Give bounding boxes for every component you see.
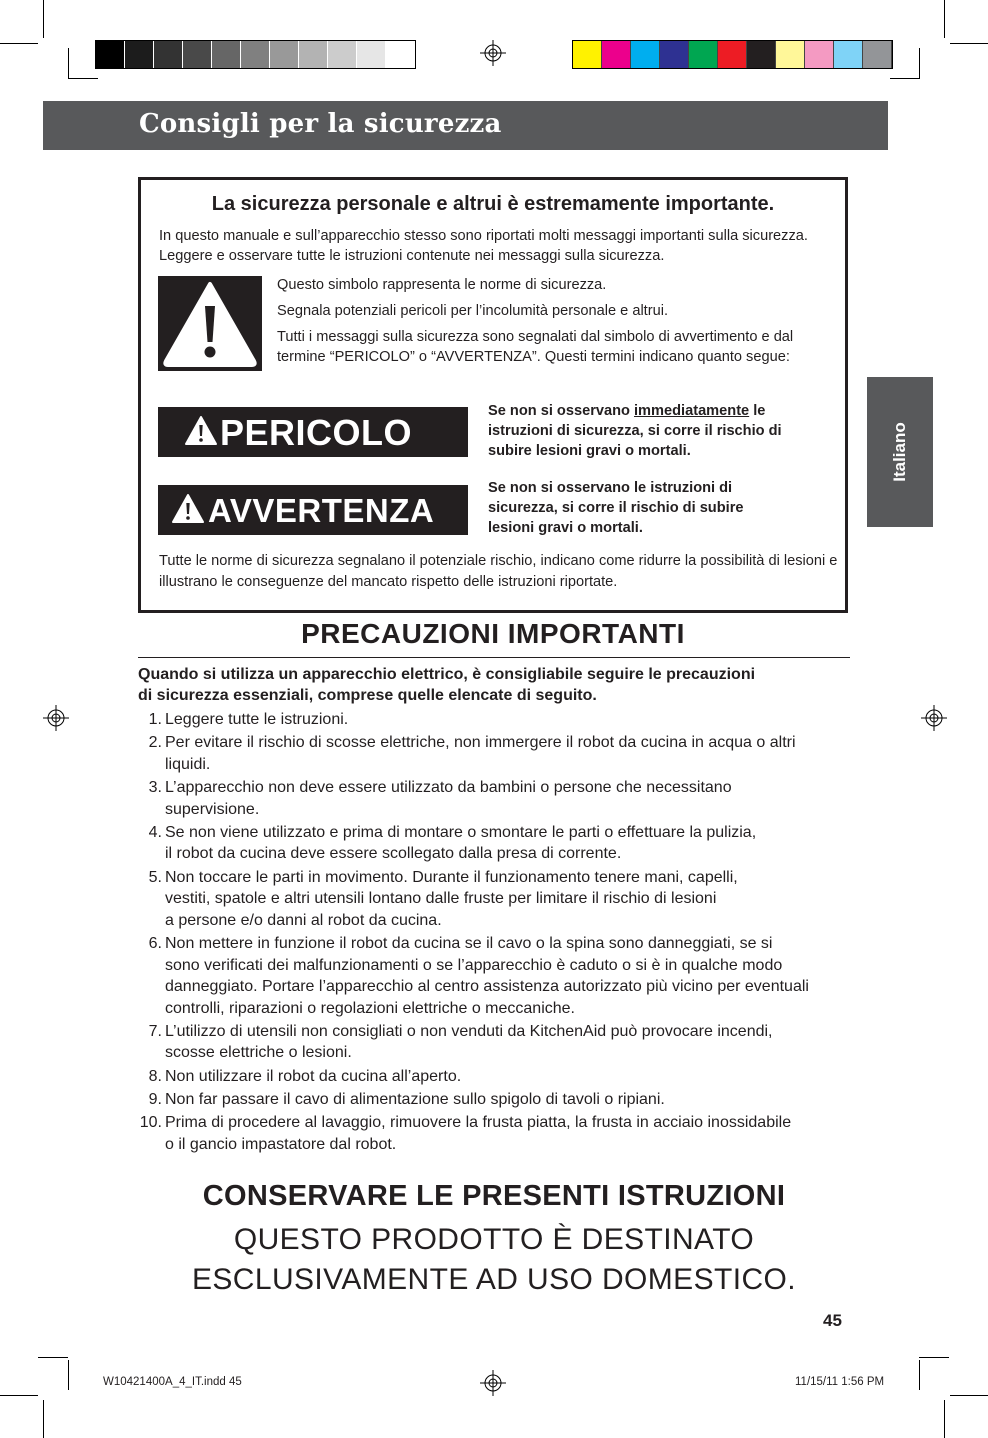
precautions-title: PRECAUZIONI IMPORTANTI (301, 618, 685, 649)
registration-mark-icon (480, 1370, 506, 1396)
list-item-text: controlli, riparazioni o regolazioni elettriche o meccaniche. (165, 999, 575, 1017)
list-item-number: 5. (148, 868, 162, 886)
list-item (138, 1021, 850, 1064)
registration-mark-icon (480, 40, 506, 66)
slug-datetime: 11/15/11 1:56 PM (795, 1376, 885, 1388)
color-swatch (299, 41, 328, 68)
color-swatch (96, 41, 125, 68)
color-swatch (573, 41, 602, 68)
warning-triangle-icon (184, 415, 218, 447)
safety-box (138, 177, 848, 613)
color-swatch (154, 41, 183, 68)
list-item-number: 7. (148, 1022, 162, 1040)
list-item-text: Non far passare il cavo di alimentazione sullo spigolo di tavoli o ripiani. (165, 1090, 665, 1108)
list-item-number: 8. (148, 1067, 162, 1085)
color-swatch (689, 41, 718, 68)
list-item-text: a persone e/o danni al robot da cucina. (165, 911, 442, 929)
grayscale-bar (95, 40, 416, 69)
warning-word: AVVERTENZA (208, 492, 435, 529)
household-use-notice (138, 1220, 850, 1300)
color-swatch (386, 41, 415, 68)
color-swatch (834, 41, 863, 68)
symbol-line: Tutti i messaggi sulla sicurezza sono segnalati dal simbolo di avvertimento e dal termine “PERICOLO” o “AVVERTENZA”. Questi termini indicano quanto segue: (277, 329, 794, 365)
list-item-text: Leggere tutte le istruzioni. (165, 711, 349, 728)
lead-line: Quando si utilizza un apparecchio elettrico, è consigliabile seguire le precauzioni (138, 666, 756, 683)
list-item-text: danneggiato. Portare l’apparecchio al centro assistenza autorizzato più vicino per eventuali (165, 978, 809, 996)
list-item (138, 732, 850, 775)
safety-title: La sicurezza personale e altrui è estremamente importante. (211, 193, 775, 215)
color-swatch (660, 41, 689, 68)
color-swatch (125, 41, 154, 68)
list-item (138, 709, 850, 731)
list-item (138, 777, 850, 820)
list-item-number: 9. (148, 1090, 162, 1108)
save-instructions-notice: CONSERVARE LE PRESENTI ISTRUZIONI (202, 1180, 786, 1212)
list-item-text: L’utilizzo di utensili non consigliati o non venduti da KitchenAid può provocare incendi, (165, 1022, 773, 1040)
color-swatch (718, 41, 747, 68)
warning-description: Se non si osservano le istruzioni di sicurezza, si corre il rischio di subire lesioni gravi o mortali. (488, 480, 744, 536)
list-item-text: Se non viene utilizzato e prima di montare o smontare le parti o effettuare la pulizia, (165, 823, 757, 841)
danger-desc-emphasis: immediatamente (634, 403, 750, 419)
color-swatch (328, 41, 357, 68)
danger-signal-label (158, 407, 468, 457)
color-swatch (747, 41, 776, 68)
list-item-number: 4. (148, 823, 162, 841)
list-item-number: 10. (139, 1114, 162, 1132)
color-bar (572, 40, 893, 69)
list-item-number: 3. (148, 778, 162, 796)
precautions-lead (138, 664, 848, 706)
danger-word: PERICOLO (220, 412, 413, 453)
safety-intro: In questo manuale e sull’apparecchio stesso sono riportati molti messaggi importanti sulla sicurezza. Leggere e osservare tutte le istruzioni contenute nei messaggi sulla sicurezza. (159, 228, 808, 264)
list-item-text: Non utilizzare il robot da cucina all’aperto. (165, 1067, 462, 1085)
list-item-text: Non mettere in funzione il robot da cucina se il cavo o la spina sono danneggiati, se si (165, 934, 773, 952)
list-item (138, 1112, 850, 1155)
color-swatch (631, 41, 660, 68)
list-item-text: o il gancio impastatore dal robot. (165, 1135, 397, 1153)
symbol-line: Segnala potenziali pericoli per l’incolumità personale e altrui. (277, 303, 669, 319)
precautions-list (138, 709, 850, 1157)
list-item-text: supervisione. (165, 800, 260, 818)
household-line: ESCLUSIVAMENTE AD USO DOMESTICO. (191, 1263, 796, 1296)
danger-desc-pre: Se non si osservano (488, 403, 634, 419)
warning-signal-label (158, 485, 468, 535)
registration-mark-icon (43, 705, 69, 731)
danger-desc-post: le istruzioni di sicurezza, si corre il rischio di subire lesioni gravi o mortali. (488, 403, 782, 459)
page-number: 45 (823, 1311, 842, 1330)
slug-filename: W10421400A_4_IT.indd 45 (103, 1376, 242, 1388)
list-item-text: Prima di procedere al lavaggio, rimuovere la frusta piatta, la frusta in acciaio inossidabile (165, 1114, 792, 1132)
danger-description (488, 401, 818, 461)
warning-triangle-icon (158, 276, 262, 371)
color-swatch (270, 41, 299, 68)
safety-footer: Tutte le norme di sicurezza segnalano il potenziale rischio, indicano come ridurre la possibilità di lesioni e illustrano le conseguenze del mancato rispetto delle istruzioni riportate. (159, 553, 838, 590)
household-line: QUESTO PRODOTTO È DESTINATO (233, 1223, 755, 1256)
lead-line: di sicurezza essenziali, comprese quelle elencate di seguito. (138, 687, 597, 704)
list-item-text: sono verificati dei malfunzionamenti o se l’apparecchio è caduto o si è in qualche modo (165, 956, 783, 974)
list-item-number: 2. (148, 734, 162, 752)
divider (138, 657, 850, 658)
registration-mark-icon (921, 705, 947, 731)
list-item-text: Per evitare il rischio di scosse elettriche, non immergere il robot da cucina in acqua o altri (165, 734, 796, 752)
symbol-line: Questo simbolo rappresenta le norme di sicurezza. (277, 277, 607, 293)
list-item-text: il robot da cucina deve essere scollegato dalla presa di corrente. (165, 845, 622, 863)
color-swatch (602, 41, 631, 68)
safety-alert-symbol (158, 276, 262, 371)
section-title: Consigli per la sicurezza (139, 109, 502, 139)
list-item (138, 933, 850, 1019)
list-item (138, 1089, 850, 1111)
list-item-text: vestiti, spatole e altri utensili lontano dalle fruste per limitare il rischio di lesioni (165, 890, 717, 908)
color-swatch (776, 41, 805, 68)
color-swatch (241, 41, 270, 68)
color-swatch (863, 41, 892, 68)
list-item-number: 6. (148, 934, 162, 952)
section-header (43, 101, 888, 150)
list-item-number: 1. (148, 711, 162, 728)
list-item (138, 822, 850, 865)
symbol-explanation (277, 275, 832, 373)
warning-triangle-icon (171, 493, 205, 525)
color-swatch (805, 41, 834, 68)
list-item-text: scosse elettriche o lesioni. (165, 1044, 352, 1062)
list-item-text: Non toccare le parti in movimento. Durante il funzionamento tenere mani, capelli, (165, 868, 738, 886)
list-item (138, 1066, 850, 1088)
color-swatch (357, 41, 386, 68)
list-item-text: L’apparecchio non deve essere utilizzato da bambini o persone che necessitano (165, 778, 732, 796)
language-tab-label: Italiano (890, 422, 909, 482)
language-tab (867, 377, 933, 527)
color-swatch (212, 41, 241, 68)
list-item (138, 867, 850, 932)
color-swatch (183, 41, 212, 68)
list-item-text: liquidi. (165, 755, 211, 773)
